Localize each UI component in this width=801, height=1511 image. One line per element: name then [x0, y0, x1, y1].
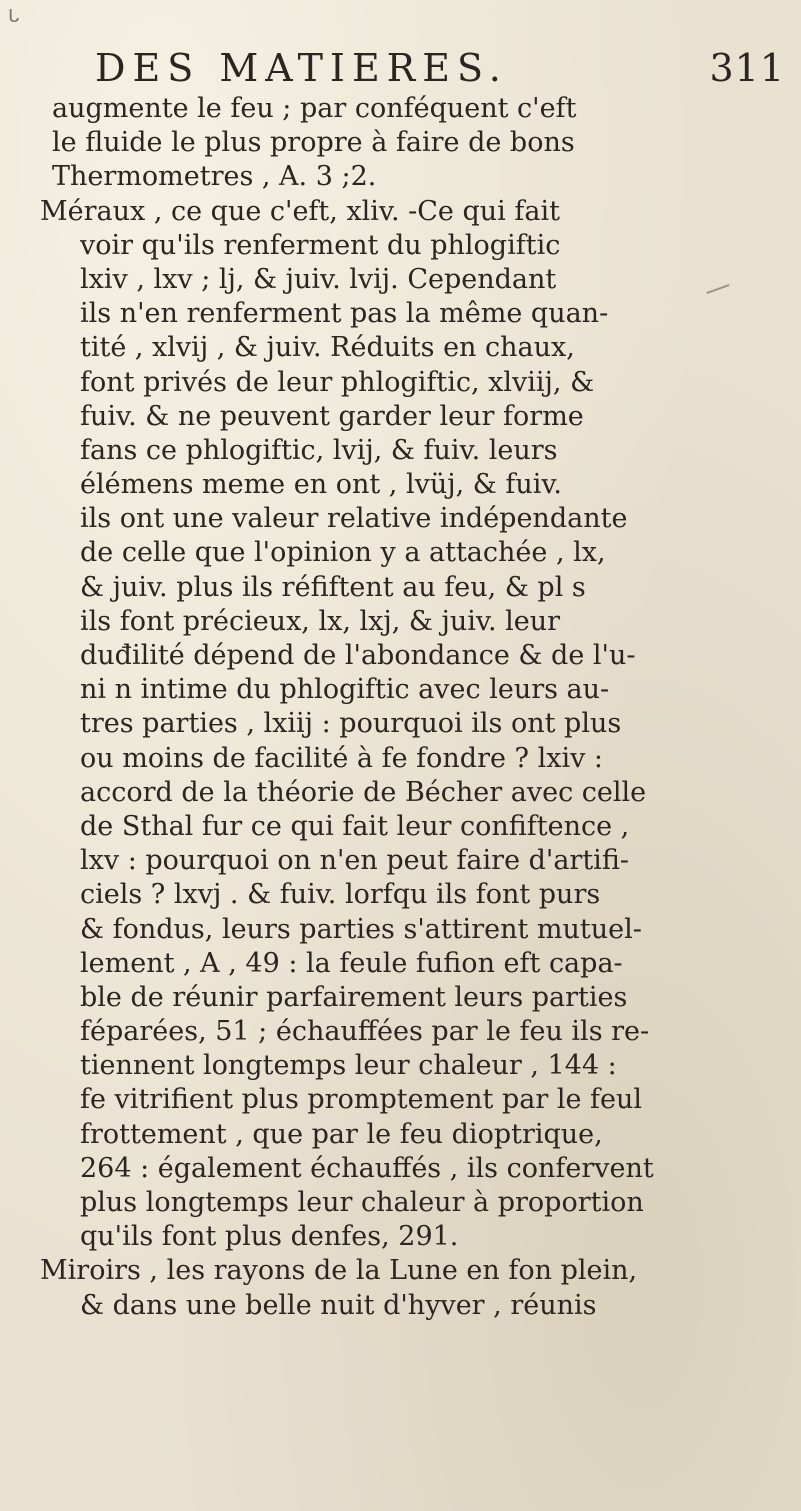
text-line: le fluide le plus propre à faire de bons [52, 127, 575, 159]
text-line: fe vitrifient plus promptement par le feul [80, 1084, 643, 1116]
text-line: ble de réunir parfairement leurs parties [80, 981, 628, 1013]
text-line: font privés de leur phlogiftic, xlviij, & [80, 366, 595, 398]
text-line: ni n intime du phlogiftic avec leurs au- [80, 674, 610, 706]
index-text [40, 92, 790, 1323]
text-line: ou moins de facilité à fe fondre ? lxiv : [80, 742, 604, 774]
text-line: & juiv. plus ils réfiftent au feu, & pl s [80, 571, 586, 603]
text-line: voir qu'ils renferment du phlogiftic [80, 229, 561, 261]
text-line: accord de la théorie de Bécher avec celle [80, 776, 647, 808]
text-line: & dans une belle nuit d'hyver , réunis [80, 1289, 597, 1321]
entry-heading-line: Méraux , ce que c'eft, xliv. -Ce qui fait [40, 195, 560, 227]
text-line: de celle que l'opinion y a attachée , lx, [80, 537, 606, 569]
page-number: 311 [709, 46, 785, 90]
text-line: qu'ils font plus denfes, 291. [80, 1221, 459, 1253]
text-line: tres parties , lxiij : pourquoi ils ont plus [80, 708, 622, 740]
corner-smudge: ᒐ [8, 6, 20, 27]
text-line: tité , xlvij , & juiv. Réduits en chaux, [80, 332, 575, 364]
text-line: lxv : pourquoi on n'en peut faire d'artifi- [80, 845, 629, 877]
text-line: élémens meme en ont , lvüj, & fuiv. [80, 469, 563, 501]
text-line: frottement , que par le feu dioptrique, [80, 1118, 603, 1150]
text-line: lement , A , 49 : la feule fufion eft capa- [80, 947, 623, 979]
text-line: duđilité dépend de l'abondance & de l'u- [80, 640, 636, 671]
text-line: ils font précieux, lx, lxj, & juiv. leur [80, 605, 561, 637]
text-line: féparées, 51 ; échauffées par le feu ils re- [80, 1016, 650, 1048]
entry-heading-line: Miroirs , les rayons de la Lune en fon plein, [40, 1255, 638, 1287]
text-line: plus longtemps leur chaleur à proportion [80, 1187, 644, 1218]
text-line: ils ont une valeur relative indépendante [80, 503, 628, 535]
text-line: 264 : également échauffés , ils confervent [80, 1152, 654, 1184]
text-line: tiennent longtemps leur chaleur , 144 : [80, 1050, 617, 1082]
text-line: ils n'en renferment pas la même quan- [80, 298, 609, 330]
text-line: fans ce phlogiftic, lvij, & fuiv. leurs [80, 434, 558, 466]
text-line: lxiv , lxv ; lj, & juiv. lvij. Cependant [80, 263, 557, 295]
text-line: fuiv. & ne peuvent garder leur forme [80, 400, 584, 432]
text-line: de Sthal fur ce qui fait leur confiftence , [80, 810, 630, 842]
text-line: Thermometres , A. 3 ;2. [52, 161, 377, 193]
text-line: ciels ? lxvj . & fuiv. lorfqu ils font purs [80, 879, 601, 911]
text-line: & fondus, leurs parties s'attirent mutuel- [80, 913, 642, 945]
running-head [95, 46, 785, 90]
running-head-title: DES MATIERES. [95, 46, 508, 90]
text-line: augmente le feu ; par conféquent c'eft [52, 93, 577, 124]
